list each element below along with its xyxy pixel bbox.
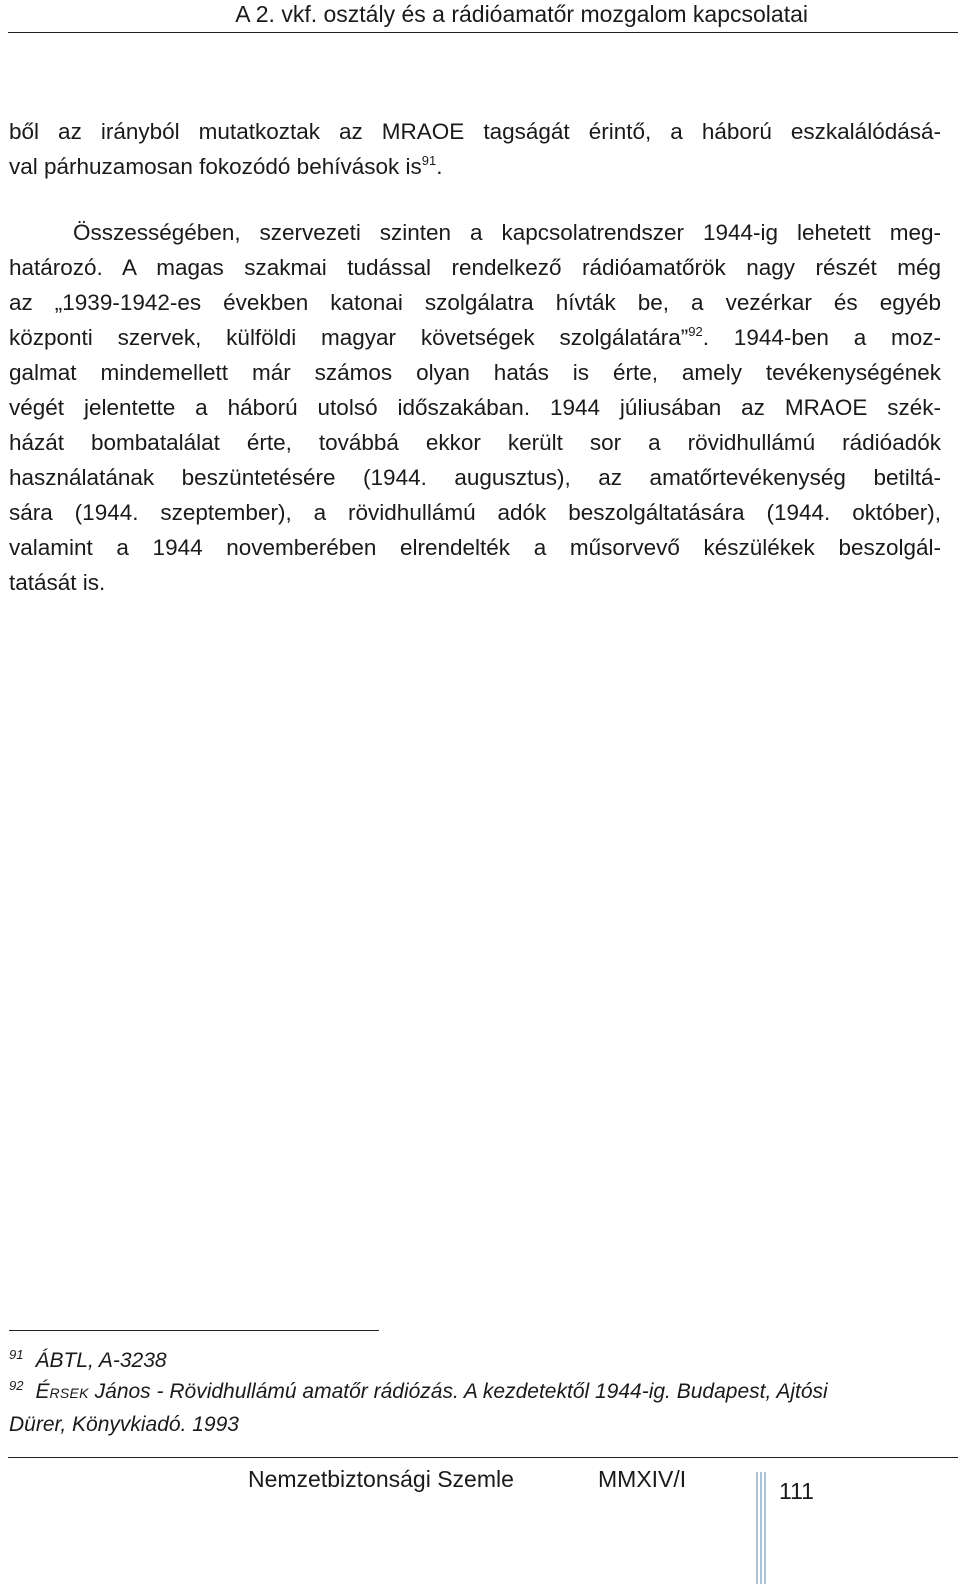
paragraph-2-line-4	[9, 320, 941, 355]
footnotes	[9, 1345, 941, 1440]
accent-bar	[764, 1472, 766, 1584]
footnote-92	[9, 1376, 941, 1409]
paragraph-1-tail: .	[436, 154, 443, 179]
footnote-author-initial: É	[35, 1380, 50, 1403]
paragraph-2-line-10: valamint a 1944 novemberében elrendelték a műsorvevő készülékek beszolgál-	[9, 535, 941, 560]
page-footer	[0, 1464, 960, 1584]
footer-rule	[8, 1457, 958, 1458]
paragraph-2-line-3: az „1939-1942-es években katonai szolgálatra hívták be, a vezérkar és egyéb	[9, 290, 941, 315]
paragraph-2-line-2: határozó. A magas szakmai tudással rendelkező rádióamatőrök nagy részét még	[9, 255, 941, 280]
footnote-author-smallcaps: RSEK	[49, 1385, 89, 1401]
paragraph-2-line-1	[9, 215, 941, 250]
paragraph-2-line-1-text: Összességében, szervezeti szinten a kapcsolatrendszer 1944-ig lehetett meg-	[73, 220, 941, 245]
paragraph-2-line-11: tatását is.	[9, 570, 106, 595]
page-number-bars	[756, 1472, 768, 1584]
footnote-91	[9, 1345, 941, 1376]
footnote-number: 91	[9, 1347, 24, 1362]
page-number: 111	[779, 1478, 814, 1504]
paragraph-1-line-1: ből az irányból mutatkoztak az MRAOE tagságát érintő, a háború eszkalálódásá-	[9, 119, 941, 144]
paragraph-2-line-4-text: központi szervek, külföldi magyar követségek szolgálatára”	[9, 325, 689, 350]
running-title: A 2. vkf. osztály és a rádióamatőr mozgalom kapcsolatai	[235, 1, 808, 27]
footnote-ref-91[interactable]: 91	[421, 152, 437, 168]
journal-name: Nemzetbiztonsági Szemle	[248, 1466, 514, 1492]
paragraph-1-line-2-text: val párhuzamosan fokozódó behívások is	[9, 154, 422, 179]
footnote-number: 92	[9, 1378, 24, 1393]
paragraph-2-line-6: végét jelentette a háború utolsó időszakában. 1944 júliusában az MRAOE szék-	[9, 395, 941, 420]
footnote-text: ÁBTL, A-3238	[35, 1349, 167, 1372]
footnote-separator	[9, 1330, 379, 1331]
running-header	[0, 0, 960, 34]
paragraph-2	[9, 215, 941, 600]
paragraph-1-line-2	[9, 149, 941, 184]
accent-bar	[760, 1472, 762, 1584]
paragraph-2-line-5: galmat mindemellett már számos olyan hatás is érte, amely tevékenységének	[9, 360, 941, 385]
header-rule	[8, 32, 958, 33]
footnote-ref-92[interactable]: 92	[688, 323, 703, 339]
footnote-92-continuation: Dürer, Könyvkiadó. 1993	[9, 1413, 239, 1436]
paragraph-2-line-7: házát bombatalálat érte, továbbá ekkor került sor a rövidhullámú rádióadók	[9, 430, 941, 455]
paragraph-2-line-9: sára (1944. szeptember), a rövidhullámú adók beszolgáltatására (1944. október),	[9, 500, 941, 525]
paragraph-1	[9, 114, 941, 184]
paragraph-2-line-8: használatának beszüntetésére (1944. augusztus), az amatőrtevékenység betiltá-	[9, 465, 941, 490]
issue-label: MMXIV/I	[598, 1466, 687, 1492]
accent-bar	[756, 1472, 758, 1584]
paragraph-2-line-4-tail: . 1944-ben a moz-	[702, 325, 942, 350]
footnote-text: János - Rövidhullámú amatőr rádiózás. A kezdetektől 1944-ig. Budapest, Ajtósi	[88, 1380, 828, 1403]
